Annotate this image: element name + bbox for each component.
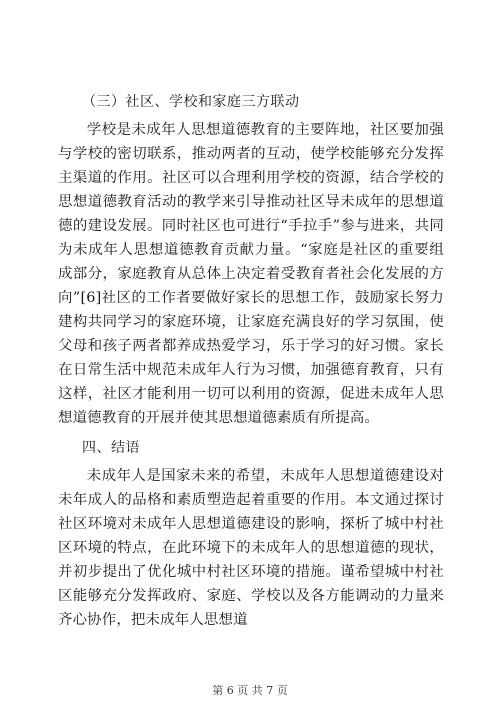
paragraph-1: 学校是未成年人思想道德教育的主要阵地，社区要加强与学校的密切联系，推动两者的互动，使学校能够充分发挥主渠道的作用。社区可以合理利用学校的资源，结合学校的思想道德教育活动的教学来引导推动社区导未成年的思想道德的建设发展。同时社区也可进行“手拉手”参与进来，共同为未成年人思想道德教育贡献力量。“家庭是社区的重要组成部分，家庭教育从总体上决定着受教育者社会化发展的方向”[6]社区的工作者要做好家长的思想工作，鼓励家长努力建构共同学习的家庭环境，让家庭充满良好的学习氛围，使父母和孩子两者都养成热爱学习，乐于学习的好习惯。家长在日常生活中规范未成年人行为习惯，加强德育教育，只有这样，社区才能利用一切可以利用的资源，促进未成年人思想道德教育的开展并使其思想道德素质有所提高。 <box>58 122 444 426</box>
section-title: 四、结语 <box>82 440 140 456</box>
page-body <box>58 90 444 632</box>
page-footer: 第 6 页 共 7 页 <box>212 684 288 697</box>
subsection-title: （三）社区、学校和家庭三方联动 <box>82 94 300 110</box>
paragraph-2: 未成年人是国家未来的希望，未成年人思想道德建设对未年成人的品格和素质塑造起着重要的作用。本文通过探讨社区环境对未成年人思想道德建设的影响，探析了城中村社区环境的特点，在此环境下的未成年人的思想道德的现状，并初步提出了优化城中村社区环境的措施。谨希望城中村社区能够充分发挥政府、家庭、学校以及各方能调动的力量来齐心协作，把未成年人思想道 <box>58 468 444 628</box>
